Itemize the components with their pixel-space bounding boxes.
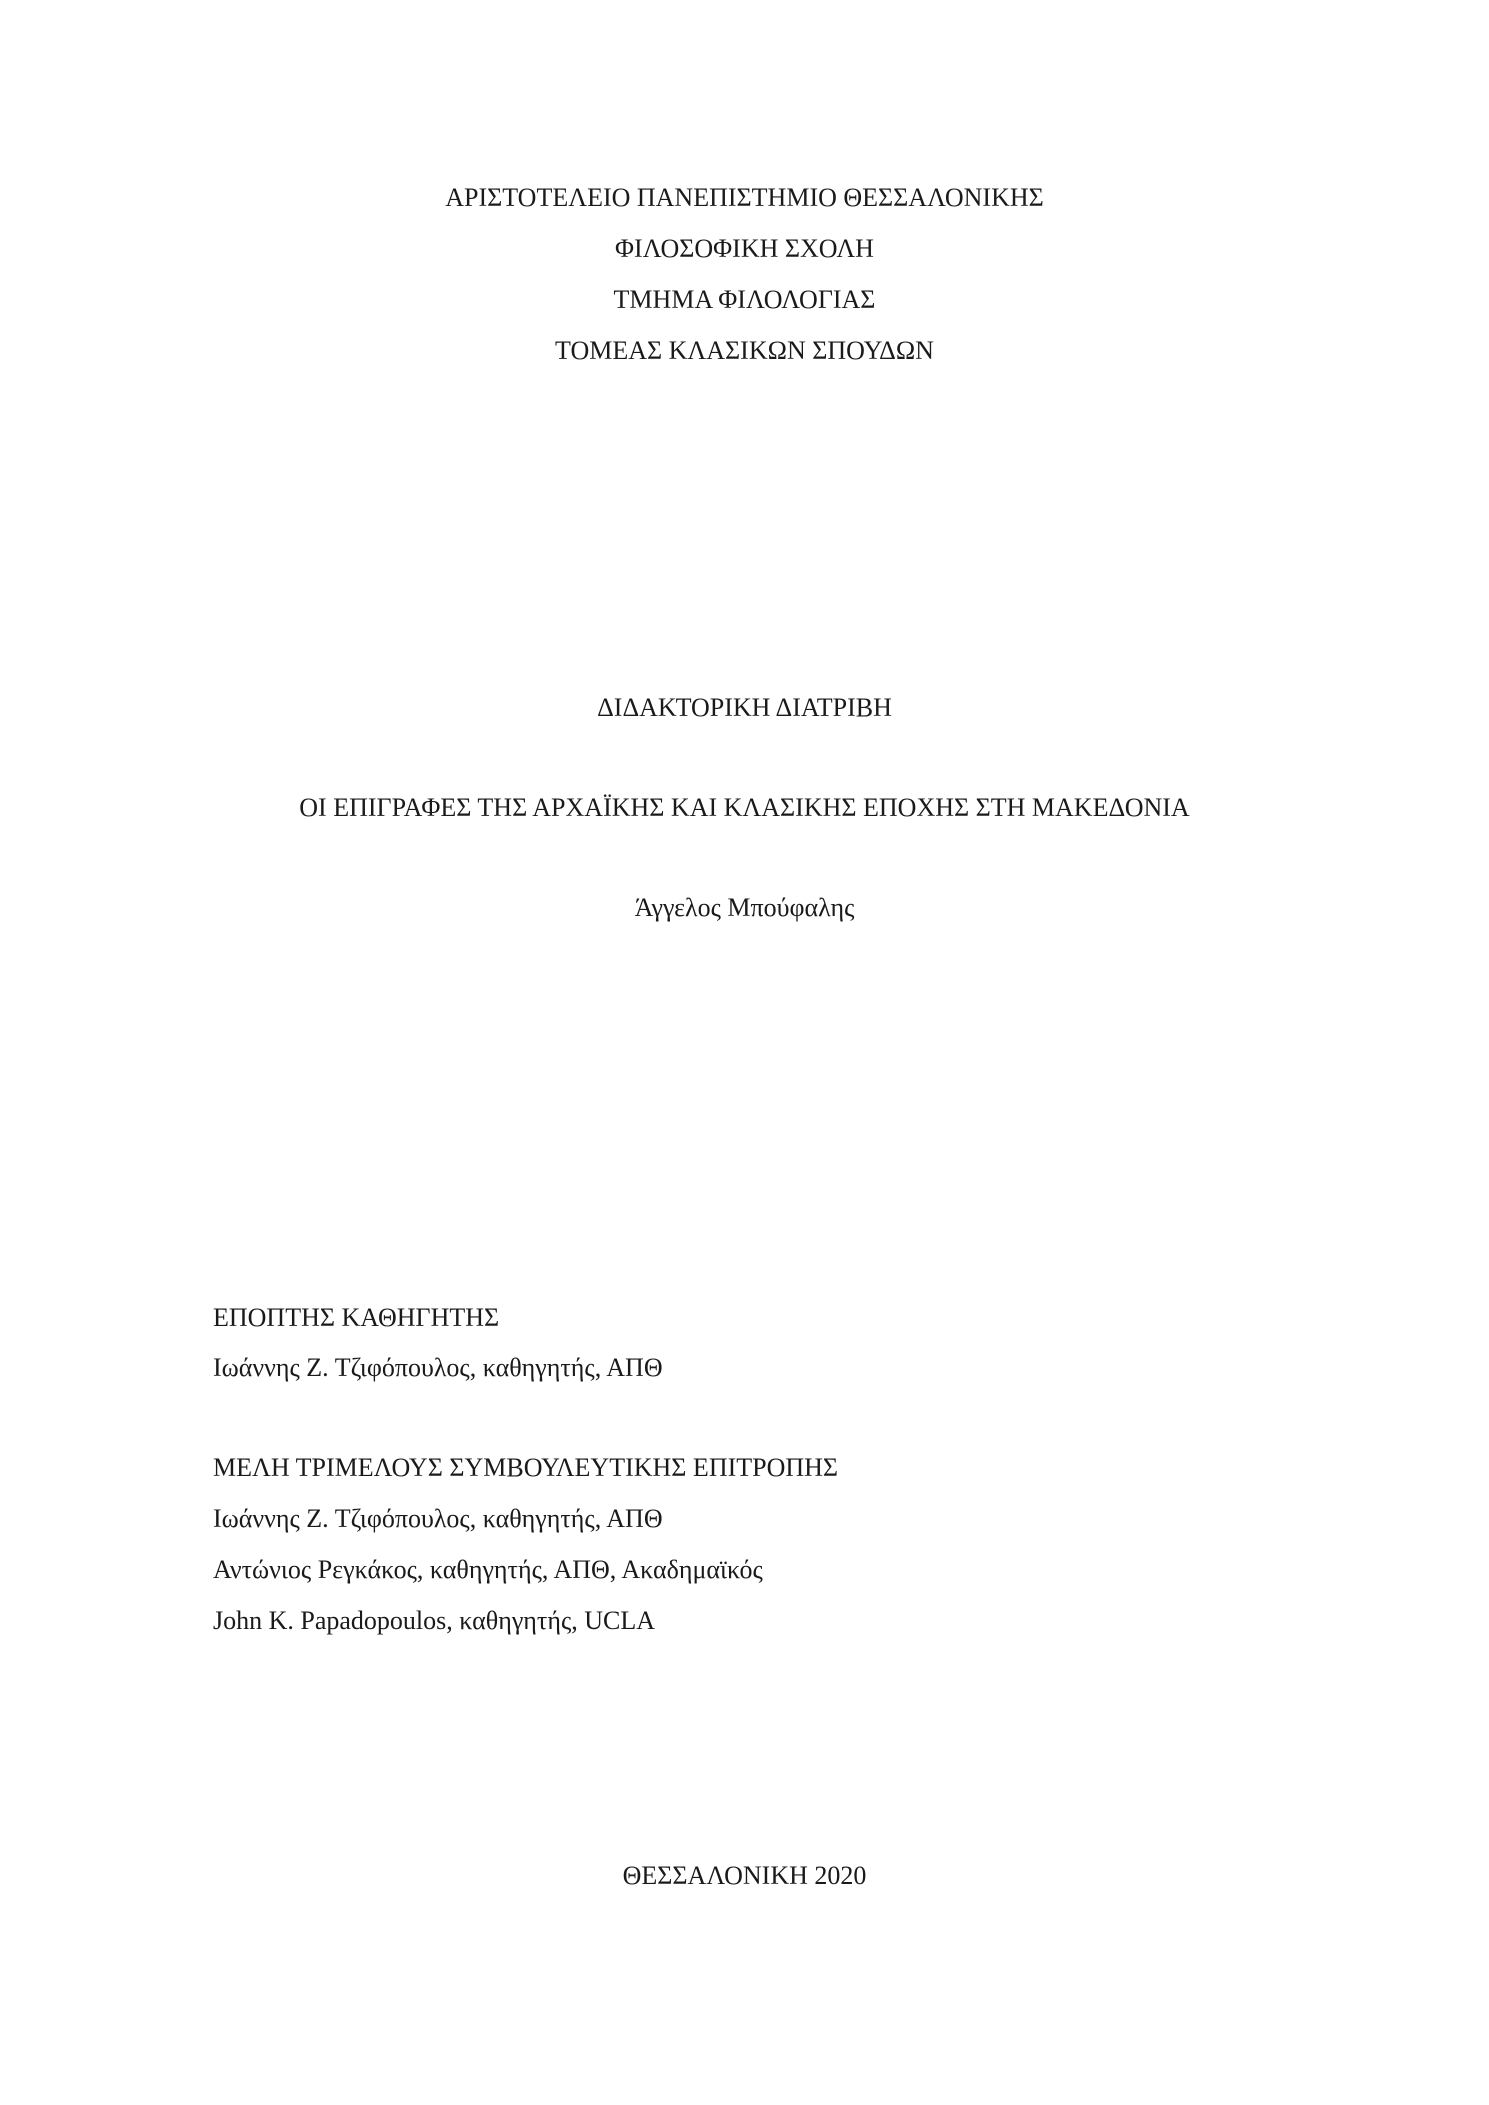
school-name: ΦΙΛΟΣΟΦΙΚΗ ΣΧΟΛΗ xyxy=(615,234,874,263)
university-name: ΑΡΙΣΤΟΤΕΛΕΙΟ ΠΑΝΕΠΙΣΤΗΜΙΟ ΘΕΣΣΑΛΟΝΙΚΗΣ xyxy=(445,183,1044,212)
committee-member: Ιωάννης Ζ. Τζιφόπουλος, καθηγητής, ΑΠΘ xyxy=(213,1504,663,1533)
place-year: ΘΕΣΣΑΛΟΝΙΚΗ 2020 xyxy=(622,1861,867,1890)
committee-heading: ΜΕΛΗ ΤΡΙΜΕΛΟΥΣ ΣΥΜΒΟΥΛΕΥΤΙΚΗΣ ΕΠΙΤΡΟΠΗΣ xyxy=(213,1453,839,1482)
supervisor-name: Ιωάννης Ζ. Τζιφόπουλος, καθηγητής, ΑΠΘ xyxy=(213,1353,663,1382)
section-name: ΤΟΜΕΑΣ ΚΛΑΣΙΚΩΝ ΣΠΟΥΔΩΝ xyxy=(555,336,934,365)
department-name: ΤΜΗΜΑ ΦΙΛΟΛΟΓΙΑΣ xyxy=(613,285,876,314)
committee-member: Αντώνιος Ρεγκάκος, καθηγητής, ΑΠΘ, Ακαδημαϊκός xyxy=(213,1555,763,1584)
committee-member: John K. Papadopoulos, καθηγητής, UCLA xyxy=(213,1606,656,1635)
thesis-type: ΔΙΔΑΚΤΟΡΙΚΗ ΔΙΑΤΡΙΒΗ xyxy=(597,693,892,722)
thesis-title: ΟΙ ΕΠΙΓΡΑΦΕΣ ΤΗΣ ΑΡΧΑΪΚΗΣ ΚΑΙ ΚΛΑΣΙΚΗΣ ΕΠΟΧΗΣ ΣΤΗ ΜΑΚΕΔΟΝΙΑ xyxy=(299,793,1190,822)
supervisor-heading: ΕΠΟΠΤΗΣ ΚΑΘΗΓΗΤΗΣ xyxy=(213,1303,500,1332)
author-name: Άγγελος Μπούφαλης xyxy=(634,893,855,922)
